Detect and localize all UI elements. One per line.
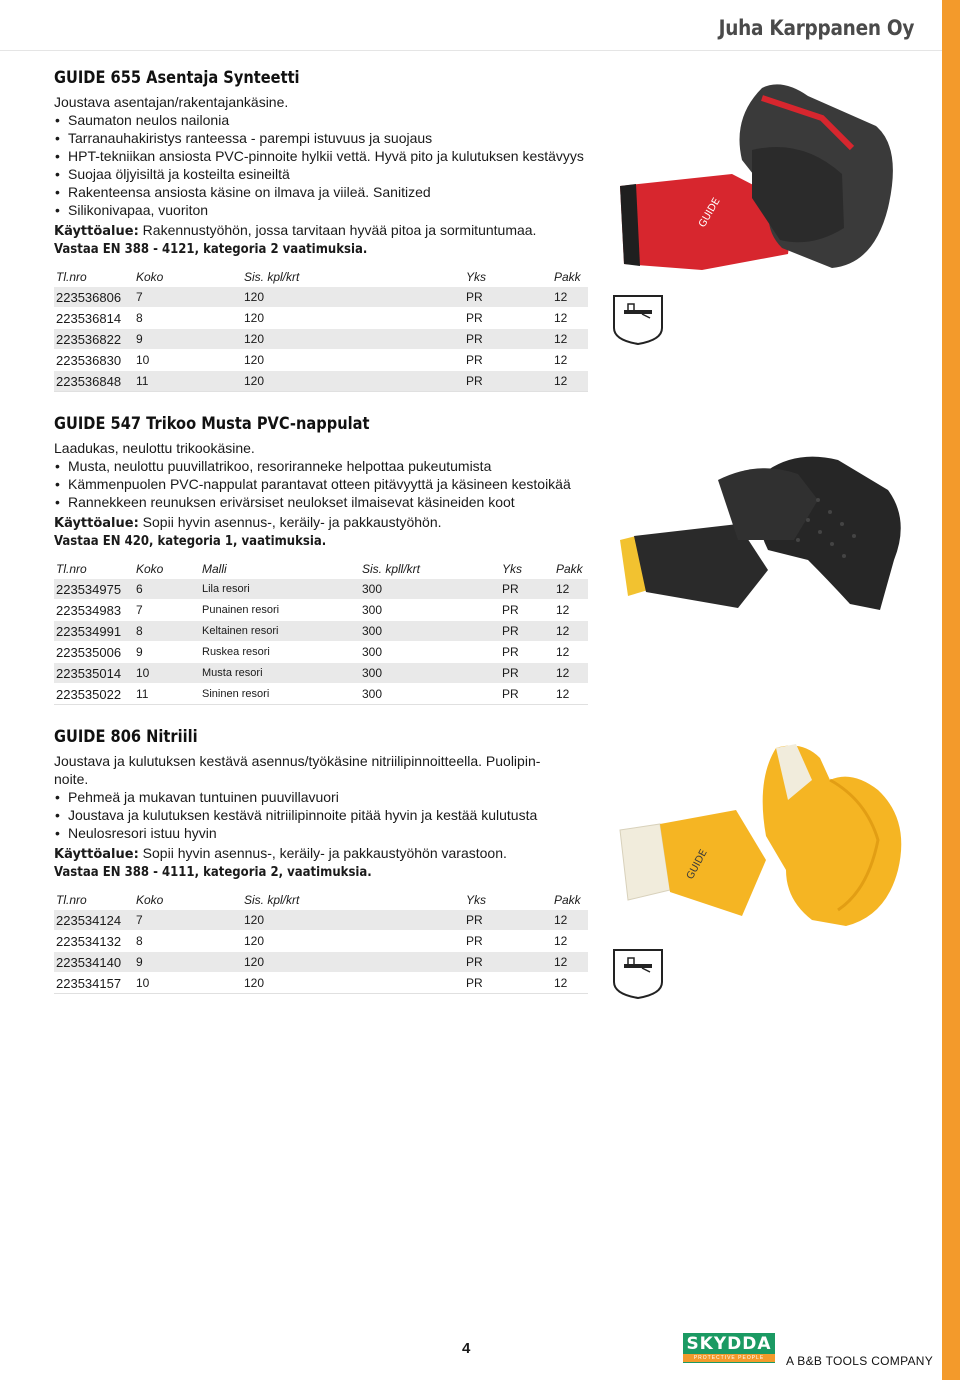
model-cell: Lila resori [200,579,360,600]
product-code: 223535006 [54,642,134,663]
product-code: 223534140 [54,952,134,973]
feature-item: • Pehmeä ja mukavan tuntuinen puuvillavuori [54,788,594,806]
unit-cell: PR [464,350,552,371]
unit-cell: PR [500,642,554,663]
column-header: Sis. kpll/krt [362,562,421,576]
product-code: 223536822 [54,329,134,350]
column-header: Malli [202,562,227,576]
standard-line: Vastaa EN 388 - 4111, kategoria 2, vaatimuksia. [54,865,372,880]
logo-subline [683,1354,775,1362]
feature-item: • Silikonivapaa, vuoriton [54,201,594,219]
size-cell: 7 [134,287,242,308]
product-guide-655 [54,68,594,392]
product-table [54,559,588,705]
pack-cell: 12 [554,663,588,684]
product-guide-806 [54,727,594,994]
product-title: GUIDE 655 Asentaja Synteetti [54,68,300,88]
en388-shield-icon [612,294,664,346]
product-code: 223536830 [54,350,134,371]
product-table [54,890,588,994]
size-cell: 9 [134,642,200,663]
table-row [54,910,588,931]
unit-cell: PR [464,910,552,931]
unit-cell: PR [464,329,552,350]
column-header: Pakk [554,893,581,907]
feature-item: • Rannekkeen reunuksen erivärsiset neulokset ilmaisevat käsineiden koot [54,493,594,511]
table-row [54,350,588,371]
feature-item: • Kämmenpuolen PVC-nappulat parantavat otteen pitävyyttä ja käsineen kestoikää [54,475,594,493]
table-row [54,329,588,350]
product-code: 223534983 [54,600,134,621]
table-header-row [54,267,588,287]
model-cell: Punainen resori [200,600,360,621]
quantity-cell: 120 [242,287,464,308]
pack-cell: 12 [552,973,588,994]
product-code: 223536814 [54,308,134,329]
quantity-cell: 120 [242,910,464,931]
brand-name: Juha Karppanen Oy [718,16,914,40]
quantity-cell: 300 [360,600,500,621]
orange-side-stripe [942,0,960,1380]
product-code: 223534124 [54,910,134,931]
unit-cell: PR [464,371,552,392]
model-cell: Musta resori [200,663,360,684]
logo-text: SKYDDA [686,1334,772,1354]
pack-cell: 12 [552,308,588,329]
size-cell: 10 [134,973,242,994]
usage-line [54,221,594,241]
unit-cell: PR [464,308,552,329]
table-header-row [54,890,588,910]
pack-cell: 12 [554,621,588,642]
product-intro: Joustava asentajan/rakentajankäsine. [54,94,289,110]
pack-cell: 12 [552,350,588,371]
table-row [54,931,588,952]
feature-item: • Tarranauhakiristys ranteessa - parempi istuvuus ja suojaus [54,129,594,147]
table-row [54,663,588,684]
model-cell: Sininen resori [200,684,360,705]
product-code: 223534157 [54,973,134,994]
feature-item: • HPT-tekniikan ansiosta PVC-pinnoite hylkii vettä. Hyvä pito ja kulutuksen kestävyys [54,147,594,165]
product-code: 223534132 [54,931,134,952]
column-header: Yks [502,562,523,576]
model-cell: Keltainen resori [200,621,360,642]
table-row [54,621,588,642]
table-row [54,371,588,392]
header-divider [0,50,942,51]
size-cell: 11 [134,684,200,705]
table-row [54,287,588,308]
product-title: GUIDE 547 Trikoo Musta PVC-nappulat [54,414,370,434]
size-cell: 11 [134,371,242,392]
unit-cell: PR [464,952,552,973]
product-code: 223534991 [54,621,134,642]
page-number: 4 [462,1340,471,1357]
feature-item: • Neulosresori istuu hyvin [54,824,594,842]
unit-cell: PR [464,931,552,952]
table-row [54,952,588,973]
pack-cell: 12 [552,371,588,392]
usage-text: Sopii hyvin asennus-, keräily- ja pakkaustyöhön. [138,514,442,530]
feature-list [54,111,594,219]
usage-label: Käyttöalue: [54,847,139,862]
feature-item: • Rakenteensa ansiosta käsine on ilmava ja viileä. Sanitized [54,183,594,201]
product-intro: Laadukas, neulottu trikookäsine. [54,440,255,456]
quantity-cell: 120 [242,371,464,392]
size-cell: 8 [134,621,200,642]
size-cell: 10 [134,663,200,684]
product-code: 223536806 [54,287,134,308]
table-row [54,308,588,329]
size-cell: 6 [134,579,200,600]
unit-cell: PR [500,684,554,705]
table-row [54,684,588,705]
pack-cell: 12 [554,642,588,663]
pack-cell: 12 [554,579,588,600]
usage-text: Rakennustyöhön, jossa tarvitaan hyvää pitoa ja sormituntumaa. [138,222,537,238]
feature-item: • Suojaa öljyisiltä ja kosteilta esineiltä [54,165,594,183]
pack-cell: 12 [552,329,588,350]
quantity-cell: 120 [242,952,464,973]
svg-text:GUIDE: GUIDE [684,847,710,882]
glove-red-black-image [612,78,908,274]
logo-sub-text: PROTECTIVE PEOPLE [693,1355,765,1361]
column-header: Koko [136,562,164,576]
column-header: Tl.nro [56,893,87,907]
unit-cell: PR [500,663,554,684]
unit-cell: PR [464,973,552,994]
quantity-cell: 120 [242,329,464,350]
standard-line: Vastaa EN 420, kategoria 1, vaatimuksia. [54,534,327,549]
size-cell: 9 [134,952,242,973]
table-row [54,642,588,663]
unit-cell: PR [464,287,552,308]
column-header: Yks [466,270,487,284]
column-header: Sis. kpl/krt [244,893,300,907]
product-guide-547 [54,414,594,705]
skydda-logo [683,1333,775,1363]
company-tagline: A B&B TOOLS COMPANY [786,1354,934,1368]
pack-cell: 12 [552,287,588,308]
product-title: GUIDE 806 Nitriili [54,727,198,747]
feature-item: • Musta, neulottu puuvillatrikoo, resoriranneke helpottaa pukeutumista [54,457,594,475]
quantity-cell: 120 [242,308,464,329]
size-cell: 7 [134,600,200,621]
size-cell: 8 [134,931,242,952]
en388-shield-icon [612,948,664,1000]
glove-yellow-nitrile-image [616,740,910,930]
size-cell: 8 [134,308,242,329]
usage-line [54,513,594,533]
pack-cell: 12 [554,684,588,705]
unit-cell: PR [500,621,554,642]
table-row [54,973,588,994]
quantity-cell: 120 [242,350,464,371]
pack-cell: 12 [552,910,588,931]
size-cell: 9 [134,329,242,350]
product-code: 223535014 [54,663,134,684]
feature-list [54,788,594,842]
feature-list [54,457,594,511]
table-row [54,579,588,600]
pack-cell: 12 [552,931,588,952]
column-header: Koko [136,893,164,907]
size-cell: 10 [134,350,242,371]
usage-text: Sopii hyvin asennus-, keräily- ja pakkaustyöhön varastoon. [138,845,507,861]
usage-label: Käyttöalue: [54,224,139,239]
usage-label: Käyttöalue: [54,516,139,531]
table-header-row [54,559,588,579]
quantity-cell: 300 [360,579,500,600]
table-row [54,600,588,621]
model-cell: Ruskea resori [200,642,360,663]
pack-cell: 12 [554,600,588,621]
product-code: 223535022 [54,684,134,705]
quantity-cell: 120 [242,973,464,994]
column-header: Sis. kpl/krt [244,270,300,284]
size-cell: 7 [134,910,242,931]
feature-item: • Saumaton neulos nailonia [54,111,594,129]
column-header: Tl.nro [56,270,87,284]
pack-cell: 12 [552,952,588,973]
product-intro: Joustava ja kulutuksen kestävä asennus/työkäsine nitriilipinnoitteella. Puolipin-noite. [54,753,541,787]
unit-cell: PR [500,600,554,621]
quantity-cell: 300 [360,663,500,684]
svg-text:GUIDE: GUIDE [697,196,723,230]
glove-black-knit-image [618,440,908,620]
product-code: 223534975 [54,579,134,600]
usage-line [54,844,594,864]
quantity-cell: 300 [360,684,500,705]
quantity-cell: 120 [242,931,464,952]
column-header: Tl.nro [56,562,87,576]
column-header: Koko [136,270,164,284]
column-header: Pakk [556,562,583,576]
product-table [54,267,588,392]
quantity-cell: 300 [360,621,500,642]
column-header: Pakk [554,270,581,284]
unit-cell: PR [500,579,554,600]
column-header: Yks [466,893,487,907]
standard-line: Vastaa EN 388 - 4121, kategoria 2 vaatimuksia. [54,242,368,257]
quantity-cell: 300 [360,642,500,663]
product-code: 223536848 [54,371,134,392]
feature-item: • Joustava ja kulutuksen kestävä nitriilipinnoite pitää hyvin ja kestää kulutusta [54,806,594,824]
